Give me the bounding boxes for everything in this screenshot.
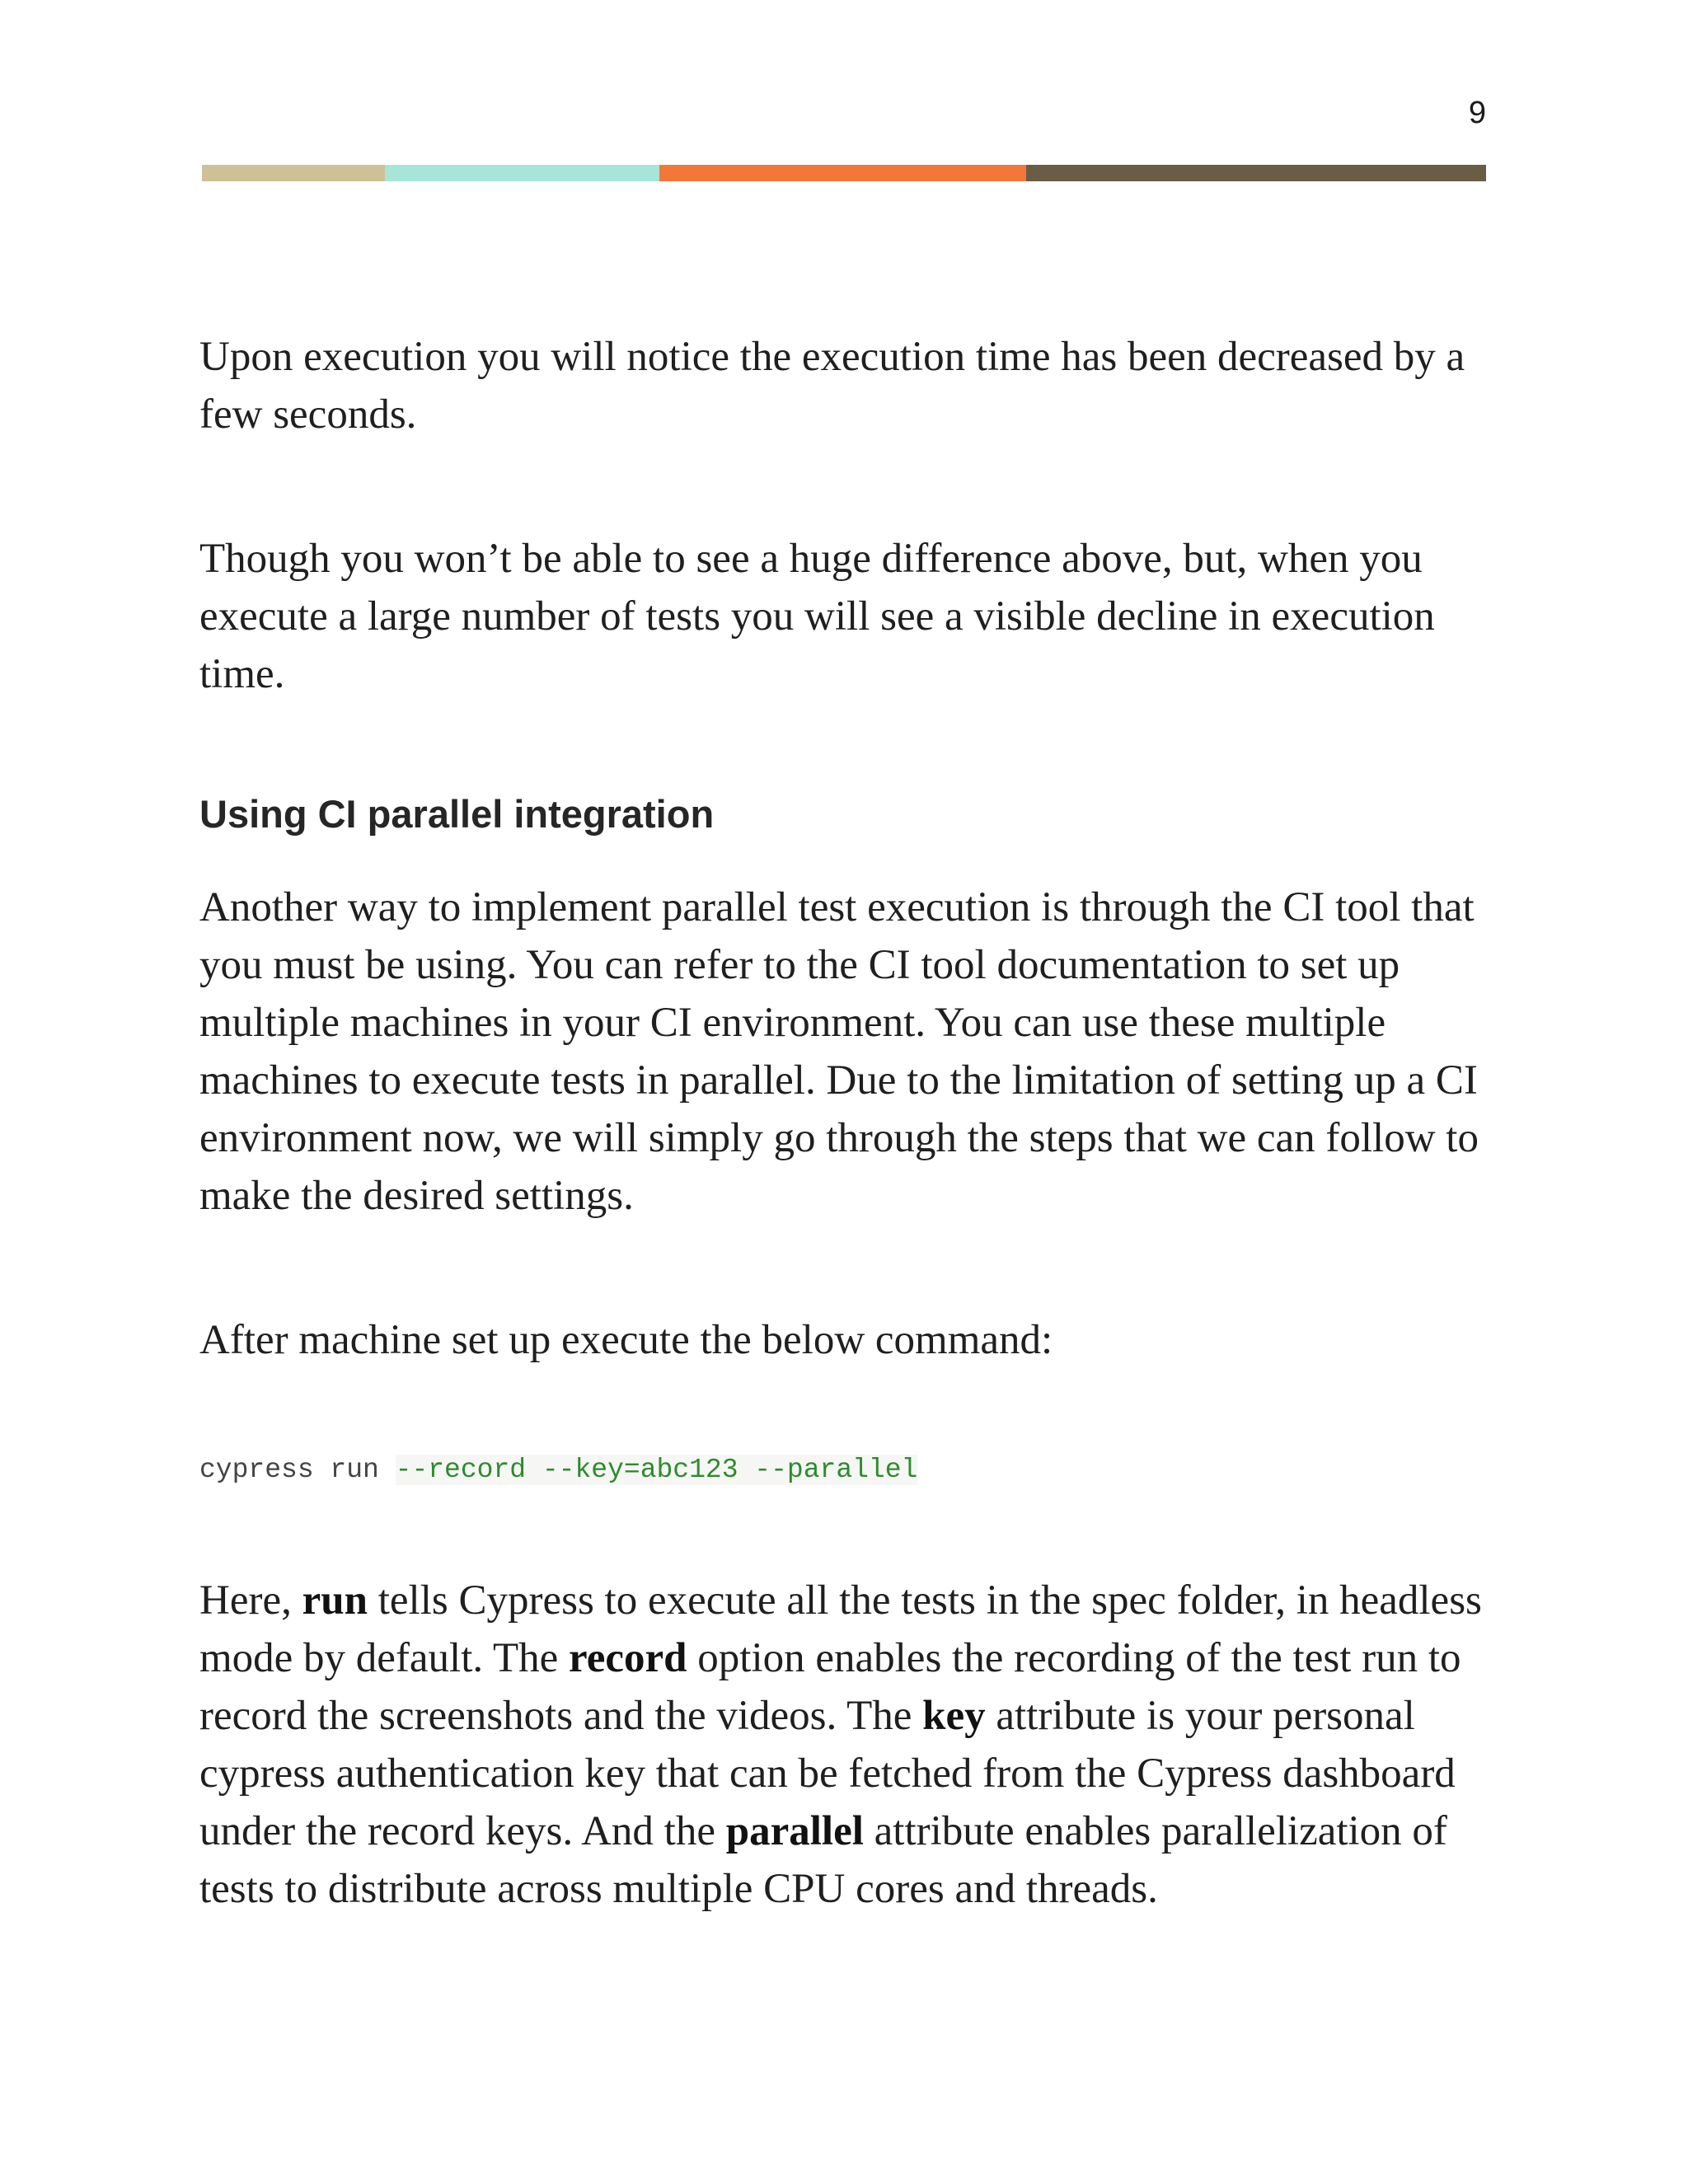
- code-snippet: [199, 1451, 1502, 1489]
- paragraph-execution-time: Upon execution you will notice the execution time has been decreased by a few seconds.: [199, 334, 1465, 438]
- color-bar-segment-2: [385, 165, 659, 181]
- term-parallel: parallel: [725, 1808, 864, 1854]
- term-run: run: [302, 1577, 368, 1624]
- paragraph-ci-tool: Another way to implement parallel test execution is through the CI tool that you must be using. You can refer to the CI tool documentation to set up multiple machines in your CI environment. You can use these multiple machines to execute tests in parallel. Due to the limitation of setting up a CI environment now, we will simply go through the steps that we can follow to make the desired settings.: [199, 884, 1479, 1219]
- term-record: record: [569, 1635, 687, 1681]
- document-body: [199, 328, 1502, 1918]
- paragraph-huge-difference: Though you won’t be able to see a huge difference above, but, when you execute a large number of tests you will see a visible decline in execution time.: [199, 536, 1435, 697]
- explanation-text: attribute enables parallelization of tests to distribute across multiple CPU cores and threads.: [199, 1808, 1447, 1912]
- color-bar-segment-3: [659, 165, 1026, 181]
- color-bar-segment-1: [202, 165, 385, 181]
- section-heading: Using CI parallel integration: [199, 792, 715, 836]
- explanation-text: Here,: [199, 1577, 302, 1624]
- explanation-text: attribute is your personal cypress authentication key that can be fetched from the Cypress dashboard under the record keys. And the: [199, 1693, 1456, 1854]
- page-number: 9: [1468, 96, 1486, 130]
- paragraph-after-setup: After machine set up execute the below command:: [199, 1317, 1053, 1363]
- paragraph-explanation: [199, 1572, 1502, 1918]
- code-command: cypress run: [199, 1455, 396, 1485]
- color-bar-segment-4: [1026, 165, 1486, 181]
- code-arguments: --record --key=abc123 --parallel: [395, 1455, 918, 1485]
- explanation-text: tells Cypress to execute all the tests in the spec folder, in headless mode by default. The: [199, 1577, 1482, 1681]
- term-key: key: [922, 1693, 986, 1739]
- header-color-bar: [202, 165, 1486, 181]
- explanation-text: option enables the recording of the test run to record the screenshots and the videos. The: [199, 1635, 1461, 1739]
